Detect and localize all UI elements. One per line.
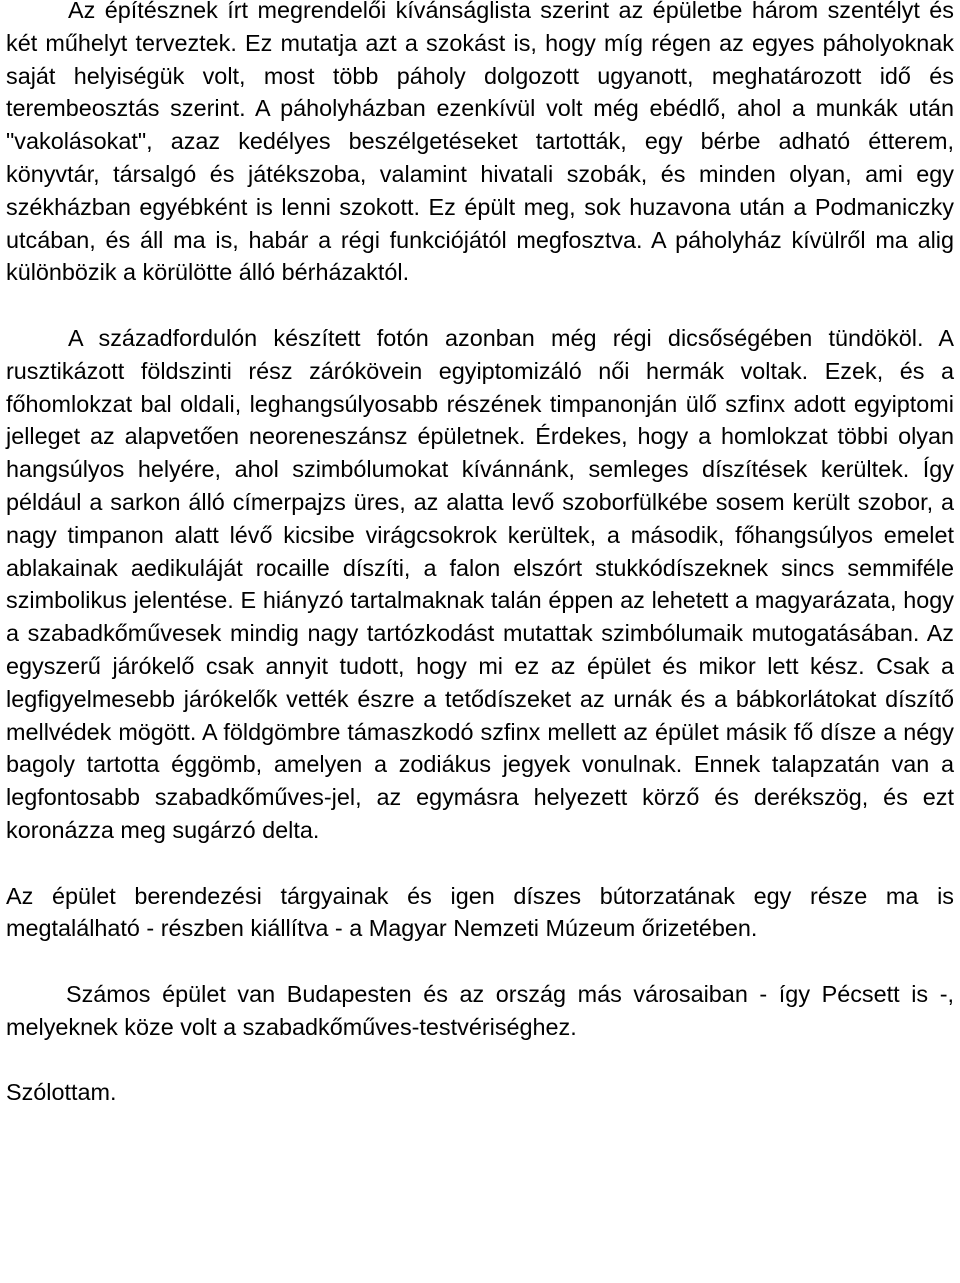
paragraph-2: A századfordulón készített fotón azonban még régi dicsőségében tündököl. A rusztikázott földszinti rész zárókövein egyiptomizáló női hermák voltak. Ezek, és a főhomlokzat bal oldali, leghangsúlyosabb részének timpanonján ülő szfinx adott egyiptomi jelleget az alapvetően neoreneszánsz épületnek. Érdekes, hogy a homlokzat többi olyan hangsúlyos helyére, ahol szimbólumokat kívánnánk, semleges díszítések kerültek. Így például a sarkon álló címerpajzs üres, az alatta levő szoborfülkébe sosem került szobor, a nagy timpanon alatt lévő kicsibe virágcsokrok kerültek, a második, főhangsúlyos emelet ablakainak aedikuláját rocaille díszíti, a falon elszórt stukkódíszeknek sincs semmiféle szimbolikus jelentése. E hiányzó tartalmaknak talán éppen az lehetett a magyarázata, hogy a szabadkőművesek mindig nagy tartózkodást mutattak szimbólumaik mutogatásában. Az egyszerű járókelő csak annyit tudott, hogy mi ez az épület és mikor lett kész. Csak a legfigyelmesebb járókelők vették észre a tetődíszeket az urnák és a bábkorlátokat díszítő mellvédek mögött. A földgömbre támaszkodó szfinx mellett az épület másik fő dísze a négy bagoly tartotta éggömb, amelyen a zodiákus jegyek vonulnak. Ennek talapzatán van a legfontosabb szabadkőműves-jel, az egymásra helyezett körző és derékszög, és ezt koronázza meg sugárzó delta. bbox=[6, 324, 954, 843]
paragraph-gap bbox=[6, 289, 954, 322]
paragraph-1: Az építésznek írt megrendelői kívánságlista szerint az épületbe három szentélyt és két műhelyt terveztek. Ez mutatja azt a szokást is, hogy míg régen az egyes páholyoknak saját helyiségük volt, most több páholy dolgozott ugyanott, meghatározott idő és terembeosztás szerint. A páholyházban ezenkívül volt még ebédlő, ahol a munkák után "vakolásokat", azaz kedélyes beszélgetéseket tartották, egy bérbe adható étterem, könyvtár, társalgó és játékszoba, valamint hivatali szobák, és minden olyan, ami egy székházban egyébként is lenni szokott. Ez épült meg, sok huzavona után a Podmaniczky utcában, és áll ma is, habár a régi funkciójától megfosztva. A páholyház kívülről ma alig különbözik a körülötte álló bérházaktól. bbox=[6, 0, 954, 286]
paragraph-gap bbox=[6, 1044, 954, 1077]
paragraph-3: Az épület berendezési tárgyainak és igen díszes bútorzatának egy része ma is megtalálható - részben kiállítva - a Magyar Nemzeti Múzeum őrizetében. bbox=[6, 882, 954, 942]
paragraph-4: Számos épület van Budapesten és az ország más városaiban - így Pécsett is -, melyeknek köze volt a szabadkőműves-testvériséghez. bbox=[6, 980, 954, 1040]
signoff: Szólottam. bbox=[6, 1079, 117, 1106]
paragraph-gap bbox=[6, 847, 954, 880]
paragraph-gap bbox=[6, 945, 954, 978]
document-body bbox=[6, 0, 954, 1109]
